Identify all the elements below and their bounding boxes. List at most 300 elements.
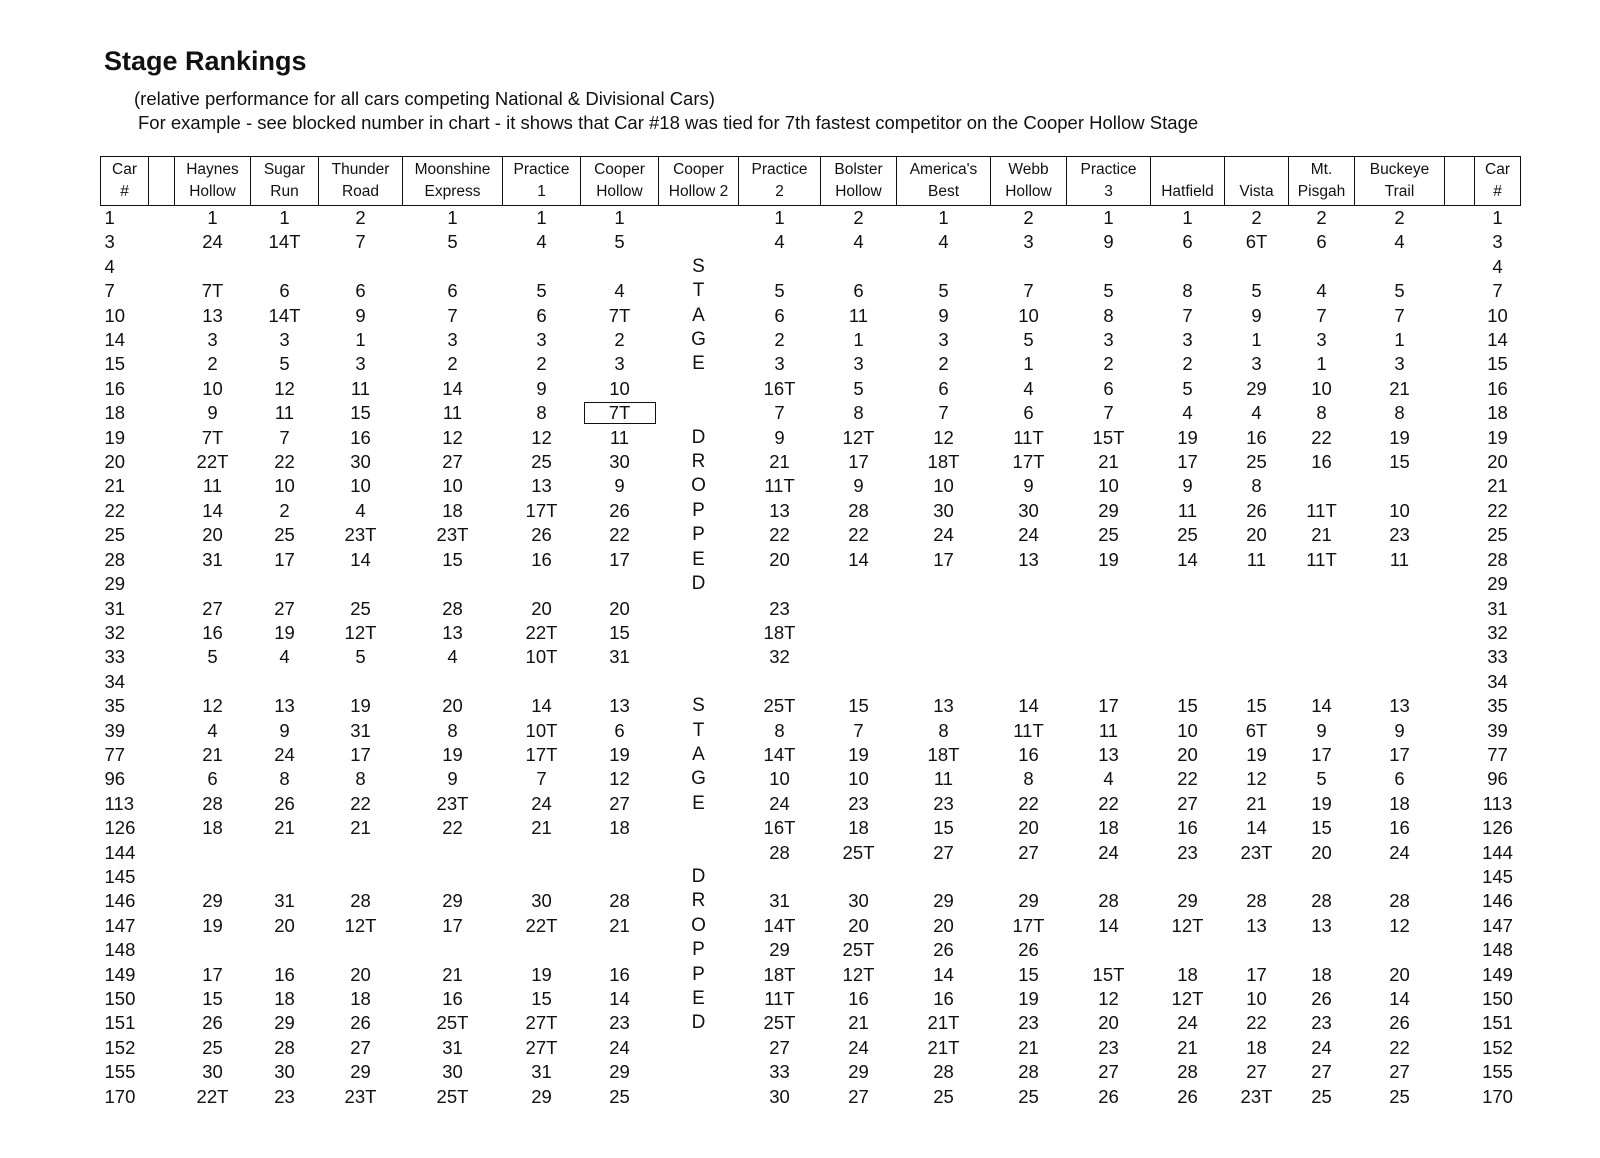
rank-cell: 3 (279, 329, 290, 351)
rank-cell (1067, 645, 1151, 669)
rank-cell: 15T (1092, 426, 1125, 448)
spacer-cell (1445, 914, 1475, 938)
table-body (101, 206, 1521, 1110)
rank-cell (581, 938, 659, 962)
rank-cell: 10 (442, 475, 463, 497)
car-number-cell: 34 (104, 670, 126, 692)
rank-cell (503, 670, 581, 694)
car-number-cell-right: 113 (1482, 792, 1513, 814)
car-number-cell: 33 (104, 646, 126, 668)
rank-cell (1289, 645, 1355, 669)
column-header-line1: Sugar (263, 161, 306, 178)
rank-cell: 20 (1098, 1012, 1119, 1034)
stage-dropped-letter (659, 230, 739, 254)
rank-cell: 7 (938, 402, 949, 424)
rank-cell: 10 (202, 377, 223, 399)
column-header-line2: Hollow (596, 183, 643, 200)
rank-cell: 12 (274, 377, 295, 399)
rank-cell: 27 (274, 597, 295, 619)
column-header-line1: Practice (751, 161, 808, 178)
rank-cell: 9 (853, 475, 864, 497)
rank-cell (1225, 255, 1289, 279)
spacer-cell (149, 1011, 175, 1035)
car-number-cell: 4 (104, 255, 115, 277)
column-header-line1: Haynes (186, 161, 239, 178)
rank-cell: 6 (614, 719, 625, 741)
column-header (1225, 157, 1289, 206)
rank-cell (1289, 474, 1355, 498)
highlighted-rank: 7T (584, 402, 656, 424)
table-row (101, 523, 1521, 547)
rank-cell: 10 (933, 475, 954, 497)
rank-cell: 2 (355, 207, 366, 228)
rank-cell: 13 (769, 499, 790, 521)
rank-cell: 17 (1311, 743, 1332, 765)
rank-cell: 11T (1306, 499, 1337, 521)
stage-dropped-letter: O (691, 475, 706, 497)
rank-cell: 9 (207, 402, 218, 424)
rank-cell: 14 (848, 548, 869, 570)
rank-cell (1067, 938, 1151, 962)
rank-cell: 5 (1251, 280, 1262, 302)
rank-cell (251, 938, 319, 962)
spacer-cell (149, 694, 175, 718)
rank-cell: 10 (769, 768, 790, 790)
rank-cell: 19 (274, 621, 295, 643)
car-number-cell: 28 (104, 548, 126, 570)
rank-cell: 28 (202, 792, 223, 814)
rank-cell: 5 (355, 646, 366, 668)
rank-cell (1151, 597, 1225, 621)
car-number-cell-right: 149 (1482, 963, 1513, 985)
rank-cell: 3 (536, 329, 547, 351)
rank-cell: 19 (1098, 548, 1119, 570)
spacer-cell (1445, 670, 1475, 694)
rank-cell: 17 (933, 548, 954, 570)
rank-cell: 8 (1251, 475, 1262, 497)
spacer-cell (149, 328, 175, 352)
rank-cell (581, 865, 659, 889)
car-number-cell: 16 (104, 377, 126, 399)
rank-cell: 7 (1103, 402, 1114, 424)
rank-cell: 22T (525, 914, 558, 936)
rank-cell: 23 (848, 792, 869, 814)
rank-cell: 6 (853, 280, 864, 302)
car-number-cell: 170 (104, 1085, 136, 1107)
rank-cell: 8 (1103, 304, 1114, 326)
stage-dropped-letter (659, 1036, 739, 1060)
rank-cell: 12T (1171, 988, 1204, 1009)
car-number-cell: 113 (104, 792, 134, 814)
rank-cell: 22T (196, 451, 229, 473)
rank-cell (503, 255, 581, 279)
rank-cell: 26 (1018, 939, 1039, 961)
column-header (739, 157, 821, 206)
rank-cell: 12 (1389, 914, 1410, 936)
rank-cell: 1 (355, 329, 366, 351)
spacer-cell (1445, 499, 1475, 523)
rank-cell: 2 (614, 329, 625, 351)
car-number-cell-right: 21 (1487, 475, 1508, 497)
rank-cell: 4 (207, 719, 218, 741)
rank-cell: 14 (1098, 914, 1119, 936)
rank-cell: 17T (525, 743, 558, 765)
rank-cell: 14 (442, 377, 463, 399)
rank-cell: 29 (1018, 890, 1039, 912)
rank-cell: 23T (1240, 841, 1273, 863)
rank-cell: 1 (1316, 353, 1327, 375)
stage-dropped-letter: S (692, 255, 705, 277)
rank-cell: 15 (1311, 817, 1332, 839)
spacer-cell (1445, 377, 1475, 401)
stage-dropped-letter (659, 670, 739, 694)
column-header-line2: Hollow (1005, 183, 1052, 200)
rank-cell: 23 (1177, 841, 1198, 863)
rank-cell: 10 (1311, 377, 1332, 399)
rank-cell: 10 (1098, 475, 1119, 497)
rank-cell: 25T (842, 939, 875, 961)
stage-dropped-letter: E (692, 548, 705, 570)
rank-cell: 1 (774, 207, 785, 228)
rank-cell: 13 (274, 695, 295, 717)
rank-cell: 4 (1316, 280, 1327, 302)
rank-cell: 14 (609, 988, 630, 1009)
rank-cell: 4 (536, 231, 547, 253)
rank-cell: 29 (933, 890, 954, 912)
rank-cell: 23T (436, 792, 469, 814)
rank-cell: 11 (1389, 548, 1410, 570)
rank-cell: 22 (848, 524, 869, 546)
rank-cell: 2 (774, 329, 785, 351)
rank-cell: 6 (355, 280, 366, 302)
rank-cell: 28 (933, 1061, 954, 1083)
car-number-cell: 10 (104, 304, 126, 326)
rank-cell: 1 (1182, 207, 1193, 228)
table-row (101, 230, 1521, 254)
rank-cell (1289, 670, 1355, 694)
rank-cell: 29 (609, 1061, 630, 1083)
car-number-cell-right: 29 (1487, 573, 1508, 595)
table-row (101, 499, 1521, 523)
car-number-cell-right: 10 (1487, 304, 1508, 326)
car-number-cell: 155 (104, 1061, 136, 1083)
spacer-cell (1445, 230, 1475, 254)
stage-dropped-letter: A (692, 743, 705, 765)
rank-cell: 22 (274, 451, 295, 473)
table-row (101, 352, 1521, 376)
stage-dropped-letter: A (692, 304, 705, 326)
table-row (101, 1036, 1521, 1060)
rank-cell (581, 401, 659, 425)
spacer-cell (1445, 279, 1475, 303)
rank-cell: 2 (1394, 207, 1405, 228)
rank-cell: 6 (207, 768, 218, 790)
rank-cell: 5 (536, 280, 547, 302)
spacer-cell (1445, 889, 1475, 913)
spacer-cell (1445, 938, 1475, 962)
car-number-cell: 32 (104, 621, 126, 643)
rank-cell: 9 (1103, 231, 1114, 253)
rank-cell: 29 (202, 890, 223, 912)
rank-cell: 17 (1246, 963, 1267, 985)
rank-cell: 12T (842, 426, 875, 448)
rank-cell: 29 (274, 1012, 295, 1034)
rank-cell: 2 (1251, 207, 1262, 228)
spacer-cell (149, 1060, 175, 1084)
column-header-line2: Pisgah (1297, 183, 1346, 200)
rank-cell: 27 (1018, 841, 1039, 863)
rank-cell: 7T (201, 280, 224, 302)
rank-cell: 7T (201, 426, 224, 448)
rank-cell: 4 (938, 231, 949, 253)
rank-cell: 24 (1389, 841, 1410, 863)
spacer-cell (149, 987, 175, 1011)
car-number-cell-right: 148 (1482, 939, 1513, 961)
spacer-cell (149, 1085, 175, 1109)
rank-cell (1067, 255, 1151, 279)
rank-cell: 26 (531, 524, 552, 546)
rank-cell: 17 (1177, 451, 1198, 473)
rank-cell: 19 (1246, 743, 1267, 765)
rank-cell: 11T (764, 475, 795, 497)
spacer-cell (149, 523, 175, 547)
car-number-cell-right: 96 (1487, 768, 1508, 790)
rank-cell: 8 (1023, 768, 1034, 790)
car-number-cell: 149 (104, 963, 136, 985)
rank-cell: 7 (1394, 304, 1405, 326)
spacer-cell (149, 597, 175, 621)
rank-cell (821, 597, 897, 621)
rank-cell (1067, 865, 1151, 889)
spacer-cell (1445, 1011, 1475, 1035)
car-number-cell: 145 (104, 865, 136, 887)
rank-cell: 21T (927, 1036, 960, 1058)
spacer-cell (149, 206, 175, 231)
rank-cell: 21 (274, 817, 295, 839)
car-number-cell-right: 16 (1487, 377, 1508, 399)
rank-cell: 1 (853, 329, 864, 351)
column-header-line2: Road (341, 183, 380, 200)
rank-cell: 20 (1018, 817, 1039, 839)
rank-cell: 7 (447, 304, 458, 326)
rank-cell (821, 645, 897, 669)
rank-cell: 29 (442, 890, 463, 912)
car-number-cell: 22 (104, 499, 126, 521)
rank-cell: 17 (350, 743, 371, 765)
rank-cell: 13 (1098, 743, 1119, 765)
rank-cell: 25 (350, 597, 371, 619)
rank-cell: 20 (1246, 524, 1267, 546)
rank-cell: 3 (938, 329, 949, 351)
column-header (503, 157, 581, 206)
rank-cell: 3 (1182, 329, 1193, 351)
rank-cell: 20 (769, 548, 790, 570)
rank-cell: 18 (202, 817, 223, 839)
rank-cell (175, 255, 251, 279)
column-header-line1: Car (112, 161, 137, 178)
rank-cell: 7 (355, 231, 366, 253)
spacer-cell (1445, 816, 1475, 840)
rank-cell: 3 (614, 353, 625, 375)
rank-cell: 29 (1098, 499, 1119, 521)
rank-cell: 26 (933, 939, 954, 961)
stage-dropped-letter (659, 377, 739, 401)
spacer-cell (149, 914, 175, 938)
rank-cell: 24 (1098, 841, 1119, 863)
rank-cell: 11 (933, 768, 954, 790)
rank-cell (897, 670, 991, 694)
rank-cell (1355, 670, 1445, 694)
rank-cell: 13 (1018, 548, 1039, 570)
rank-cell: 25 (531, 451, 552, 473)
rank-cell: 18 (609, 817, 630, 839)
rank-cell (991, 597, 1067, 621)
rank-cell: 5 (853, 377, 864, 399)
table-row (101, 889, 1521, 913)
rank-cell: 18T (763, 621, 796, 643)
rank-cell: 13 (1246, 914, 1267, 936)
spacer-cell (149, 450, 175, 474)
table-row (101, 645, 1521, 669)
spacer-cell (149, 767, 175, 791)
rank-cell: 5 (614, 231, 625, 253)
rank-cell: 8 (447, 719, 458, 741)
spacer-cell (149, 719, 175, 743)
rank-cell: 15 (1246, 695, 1267, 717)
rank-cell: 27 (933, 841, 954, 863)
rank-cell: 30 (274, 1061, 295, 1083)
car-number-cell: 3 (104, 231, 115, 253)
column-header-line2: 3 (1104, 183, 1113, 200)
car-number-cell: 150 (104, 988, 136, 1009)
column-header-line2: Best (927, 183, 959, 200)
rank-cell: 17 (1098, 695, 1119, 717)
spacer-cell (1445, 401, 1475, 425)
rank-cell: 6 (1394, 768, 1405, 790)
car-number-cell-right: 144 (1482, 841, 1513, 863)
stage-dropped-letter: G (691, 329, 706, 351)
rank-cell (739, 865, 821, 889)
rank-cell: 21 (1246, 792, 1267, 814)
rank-cell: 27 (609, 792, 630, 814)
rank-cell (1289, 938, 1355, 962)
rank-cell: 7 (853, 719, 864, 741)
rank-cell (503, 572, 581, 596)
rank-cell: 23T (344, 524, 377, 546)
rank-cell (1225, 621, 1289, 645)
rank-cell: 10 (1177, 719, 1198, 741)
column-header-line2: Run (270, 183, 299, 200)
rank-cell: 14 (1311, 695, 1332, 717)
rank-cell: 2 (1316, 207, 1327, 228)
rank-cell: 6 (536, 304, 547, 326)
car-number-cell: 35 (104, 695, 126, 717)
rank-cell: 27 (1311, 1061, 1332, 1083)
table-row (101, 621, 1521, 645)
rank-cell: 3 (355, 353, 366, 375)
table-row (101, 816, 1521, 840)
stage-dropped-letter: E (692, 988, 705, 1009)
car-number-cell: 18 (104, 402, 126, 424)
rank-cell: 21 (1311, 524, 1332, 546)
rank-cell: 2 (207, 353, 218, 375)
rank-cell: 20 (274, 914, 295, 936)
rank-cell: 11 (1246, 548, 1267, 570)
rank-cell: 17T (1012, 451, 1045, 473)
car-number-cell-right: 35 (1487, 695, 1508, 717)
rank-cell: 26 (609, 499, 630, 521)
rank-cell: 11 (1098, 719, 1119, 741)
rank-cell: 18 (1246, 1036, 1267, 1058)
column-header (581, 157, 659, 206)
rank-cell: 15 (1018, 963, 1039, 985)
column-header-line1: Moonshine (414, 161, 491, 178)
rank-cell: 4 (1023, 377, 1034, 399)
rank-cell: 11 (442, 402, 463, 424)
rank-cell: 14 (1177, 548, 1198, 570)
rank-cell: 27 (350, 1036, 371, 1058)
rank-cell: 25 (609, 1085, 630, 1107)
rank-cell: 27 (1177, 792, 1198, 814)
rank-cell: 13 (933, 695, 954, 717)
rank-cell: 24 (848, 1036, 869, 1058)
stage-dropped-letter (659, 401, 739, 425)
stage-dropped-letter: D (691, 426, 706, 448)
rank-cell: 18T (927, 451, 960, 473)
spacer-cell (149, 645, 175, 669)
rank-cell: 19 (609, 743, 630, 765)
car-number-cell: 152 (104, 1036, 136, 1058)
rank-cell: 10 (1389, 499, 1410, 521)
rank-cell: 6 (774, 304, 785, 326)
rank-cell (1225, 938, 1289, 962)
rank-cell: 15 (848, 695, 869, 717)
table-row (101, 743, 1521, 767)
rank-cell: 21 (609, 914, 630, 936)
table-row (101, 1085, 1521, 1109)
column-header (897, 157, 991, 206)
rank-cell (1355, 474, 1445, 498)
spacer-cell (149, 621, 175, 645)
rank-cell: 4 (614, 280, 625, 302)
table-row (101, 670, 1521, 694)
table-row (101, 401, 1521, 425)
rank-cell: 11T (764, 988, 795, 1009)
rank-cell: 22 (1018, 792, 1039, 814)
rank-cell: 4 (1394, 231, 1405, 253)
rank-cell: 28 (1311, 890, 1332, 912)
rank-cell: 4 (1103, 768, 1114, 790)
rank-cell: 19 (1018, 988, 1039, 1009)
table-row (101, 719, 1521, 743)
stage-dropped-letter (659, 816, 739, 840)
rank-cell: 16 (1389, 817, 1410, 839)
rank-cell: 18 (1177, 963, 1198, 985)
car-number-cell-right: 152 (1482, 1036, 1513, 1058)
rank-cell (1355, 645, 1445, 669)
car-number-cell-right: 32 (1487, 621, 1508, 643)
rank-cell (1225, 572, 1289, 596)
rank-cell (503, 938, 581, 962)
rank-cell: 30 (1018, 499, 1039, 521)
subtitle-description: (relative performance for all cars competing National & Divisional Cars) (134, 88, 715, 109)
spacer-cell (149, 426, 175, 450)
rank-cell: 33 (769, 1061, 790, 1083)
rank-cell (1289, 572, 1355, 596)
rank-cell: 12 (531, 426, 552, 448)
rank-cell: 31 (531, 1061, 552, 1083)
table-row (101, 792, 1521, 816)
